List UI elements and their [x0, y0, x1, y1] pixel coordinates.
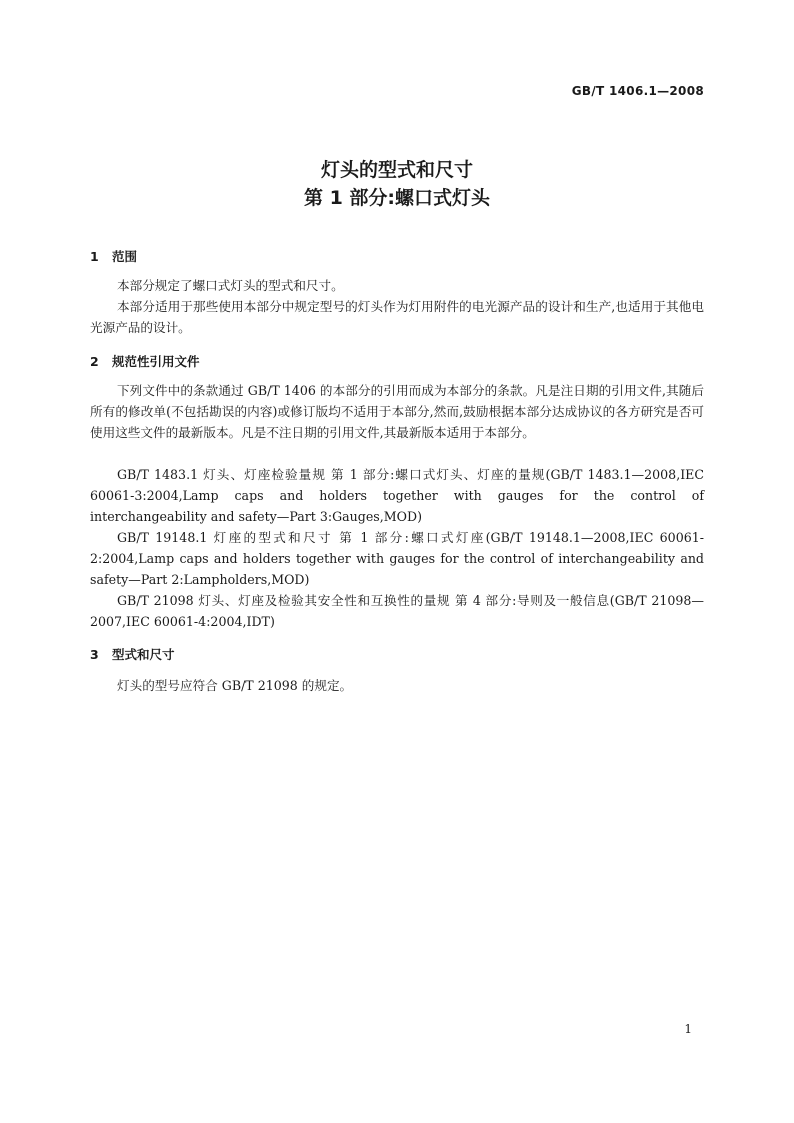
- section-title: 规范性引用文件: [112, 354, 200, 369]
- document-subtitle: 第 1 部分:螺口式灯头: [303, 187, 491, 209]
- paragraph: 下列文件中的条款通过 GB/T 1406 的本部分的引用而成为本部分的条款。凡是注日期的引用文件,其随后所有的修改单(不包括勘误的内容)或修订版均不适用于本部分,然而,鼓励根据本部分达成协议的各方研究是否可使用这些文件的最新版本。凡是不注日期的引用文件,其最新版本适用于本部分。: [90, 383, 704, 440]
- reference-item: GB/T 21098 灯头、灯座及检验其安全性和互换性的量规 第 4 部分:导则及一般信息(GB/T 21098—2007,IEC 60061-4:2004,IDT): [90, 593, 704, 629]
- section-heading-scope: [90, 247, 137, 265]
- section-number: 2: [90, 354, 99, 369]
- section-number: 3: [90, 647, 99, 662]
- paragraph: 灯头的型号应符合 GB/T 21098 的规定。: [117, 678, 353, 693]
- document-title: 灯头的型式和尺寸: [320, 159, 473, 181]
- reference-item: GB/T 1483.1 灯头、灯座检验量规 第 1 部分:螺口式灯头、灯座的量规(GB/T 1483.1—2008,IEC 60061-3:2004,Lamp caps and holders together with gauges for the control of interchangeability and safety—Part 3:Gauges,MOD): [90, 467, 704, 524]
- page-number: 1: [684, 1022, 692, 1036]
- standard-code: GB/T 1406.1—2008: [571, 84, 704, 98]
- section-heading-normative-references: [90, 352, 200, 370]
- section-number: 1: [90, 249, 99, 264]
- section-title: 型式和尺寸: [112, 647, 175, 662]
- paragraph: 本部分规定了螺口式灯头的型式和尺寸。: [117, 278, 344, 293]
- section-title: 范围: [112, 249, 138, 264]
- reference-item: GB/T 19148.1 灯座的型式和尺寸 第 1 部分:螺口式灯座(GB/T 19148.1—2008,IEC 60061-2:2004,Lamp caps and holders together with gauges for the control of interchangeability and safety—Part 2:Lampholders,MOD): [90, 530, 704, 587]
- paragraph: 本部分适用于那些使用本部分中规定型号的灯头作为灯用附件的电光源产品的设计和生产,也适用于其他电光源产品的设计。: [90, 299, 704, 335]
- section-heading-types-and-dimensions: [90, 645, 175, 663]
